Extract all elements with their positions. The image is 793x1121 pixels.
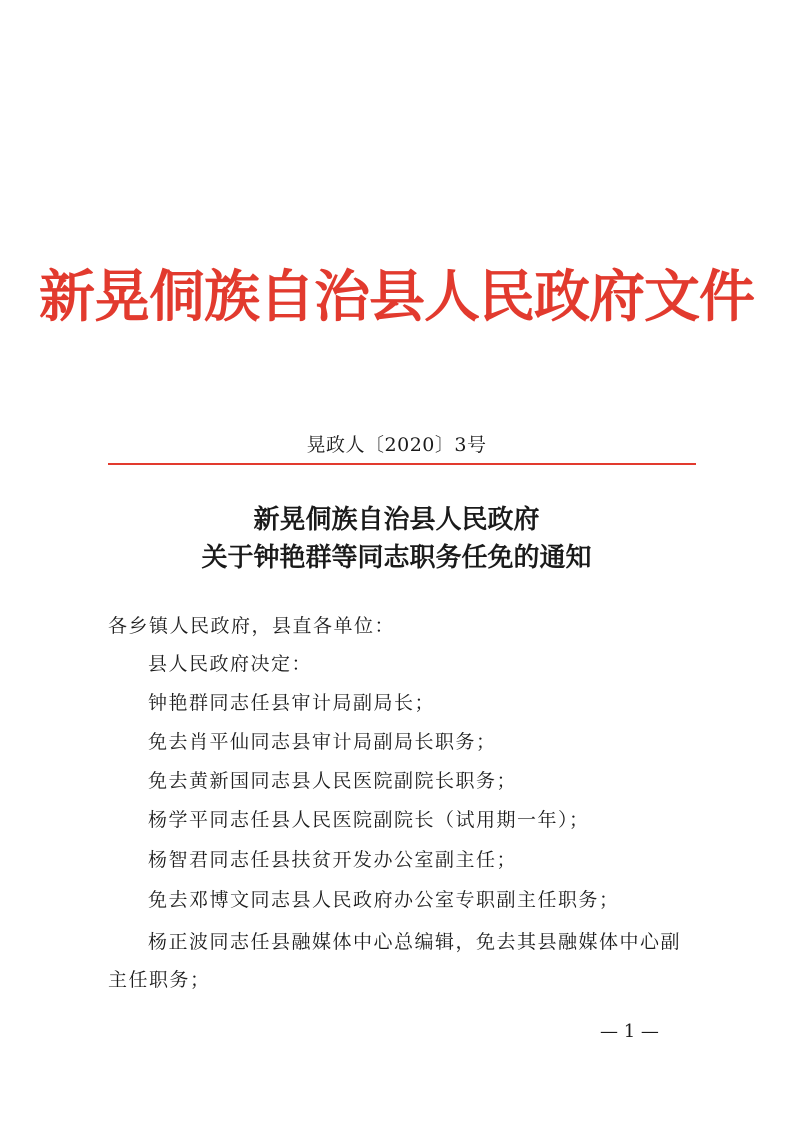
body-paragraph: 杨学平同志任县人民医院副院长（试用期一年）；: [148, 809, 590, 831]
document-number: 晃政人〔2020〕3号: [306, 434, 487, 456]
salutation: 各乡镇人民政府，县直各单位：: [108, 615, 396, 637]
page-number: — 1 —: [600, 1021, 659, 1042]
body-paragraph: 杨正波同志任县融媒体中心总编辑，免去其县融媒体中心副: [148, 931, 682, 953]
document-title-line-1: 新晃侗族自治县人民政府: [253, 505, 540, 535]
body-paragraph: 杨智君同志任县扶贫开发办公室副主任；: [148, 849, 518, 871]
issuing-authority-header: 新晃侗族自治县人民政府文件: [39, 264, 754, 330]
red-separator-line: [108, 463, 696, 465]
body-paragraph: 免去邓博文同志县人民政府办公室专职副主任职务；: [148, 889, 620, 911]
body-paragraph-continuation: 主任职务；: [108, 969, 211, 991]
body-paragraph: 钟艳群同志任县审计局副局长；: [148, 692, 436, 714]
body-paragraph: 免去黄新国同志县人民医院副院长职务；: [148, 770, 518, 792]
body-paragraph: 县人民政府决定：: [148, 653, 313, 675]
document-title-line-2: 关于钟艳群等同志职务任免的通知: [201, 543, 592, 573]
body-paragraph: 免去肖平仙同志县审计局副局长职务；: [148, 731, 497, 753]
